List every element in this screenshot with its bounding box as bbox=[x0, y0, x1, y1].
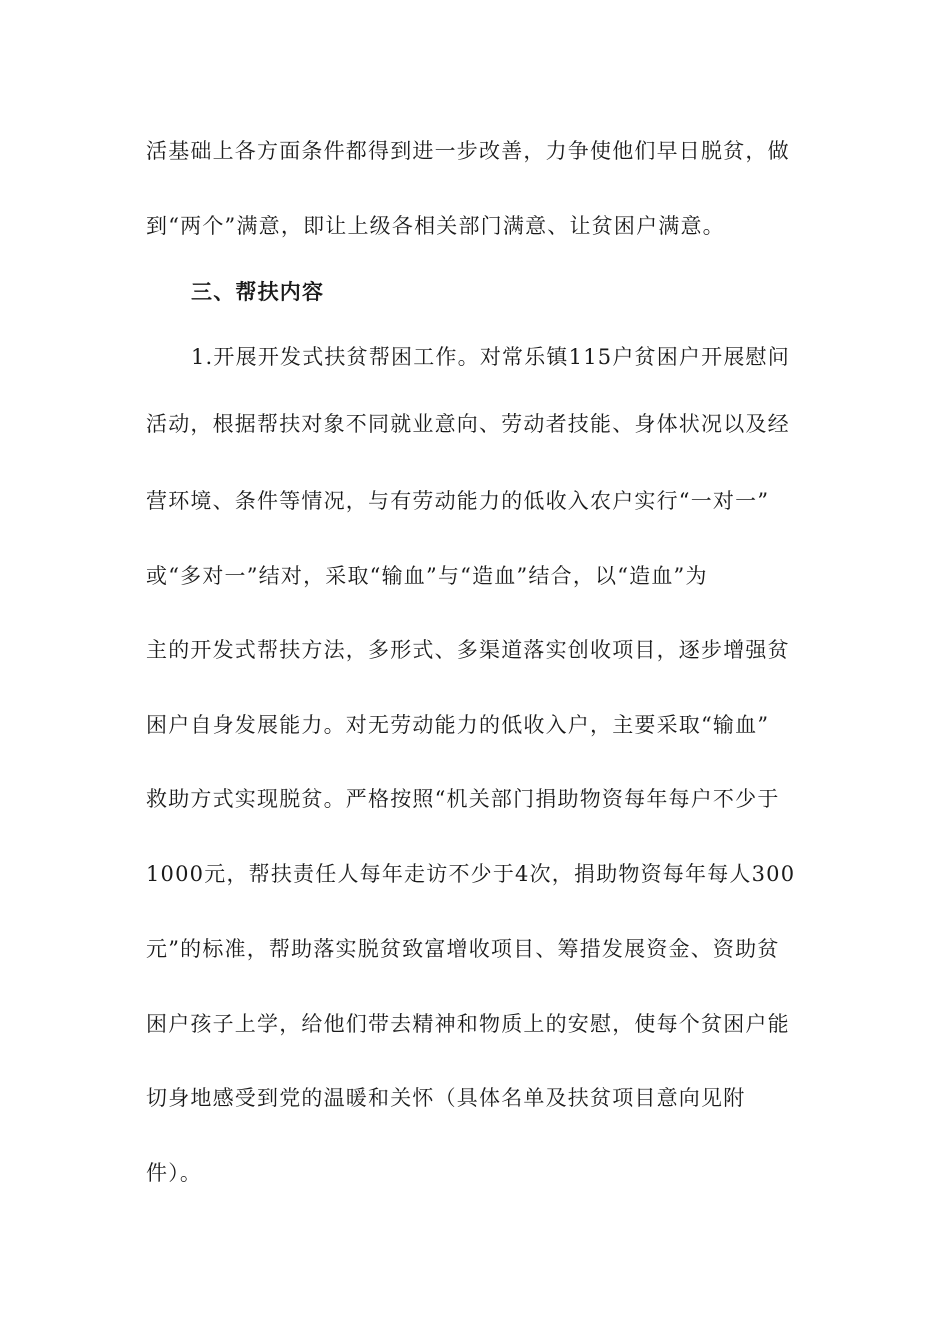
body-text-line: 件）。 bbox=[146, 1161, 203, 1185]
body-text-line: 主的开发式帮扶方法，多形式、多渠道落实创收项目，逐步增强贫 bbox=[146, 638, 790, 662]
section-heading: 三、帮扶内容 bbox=[191, 279, 325, 304]
body-text-line: 或“多对一”结对，采取“输血”与“造血”结合，以“造血”为 bbox=[146, 564, 708, 588]
body-text-line: 活基础上各方面条件都得到进一步改善，力争使他们早日脱贫，做 bbox=[146, 139, 790, 163]
body-text-line: 1000元，帮扶责任人每年走访不少于4次，捐助物资每年每人300 bbox=[146, 862, 796, 886]
body-text-line: 切身地感受到党的温暖和关怀（具体名单及扶贫项目意向见附 bbox=[146, 1086, 746, 1110]
body-text-line: 困户自身发展能力。对无劳动能力的低收入户，主要采取“输血” bbox=[146, 713, 770, 737]
body-text-line: 元”的标准，帮助落实脱贫致富增收项目、筹措发展资金、资助贫 bbox=[146, 937, 780, 961]
body-text-line: 救助方式实现脱贫。严格按照“机关部门捐助物资每年每户不少于 bbox=[146, 787, 780, 811]
body-text-line: 困户孩子上学，给他们带去精神和物质上的安慰，使每个贫困户能 bbox=[146, 1012, 790, 1036]
body-text-line: 1.开展开发式扶贫帮困工作。对常乐镇115户贫困户开展慰问 bbox=[191, 345, 790, 369]
body-text-line: 营环境、条件等情况，与有劳动能力的低收入农户实行“一对一” bbox=[146, 489, 770, 513]
body-text-line: 活动，根据帮扶对象不同就业意向、劳动者技能、身体状况以及经 bbox=[146, 412, 790, 436]
body-text-line: 到“两个”满意，即让上级各相关部门满意、让贫困户满意。 bbox=[146, 214, 725, 238]
